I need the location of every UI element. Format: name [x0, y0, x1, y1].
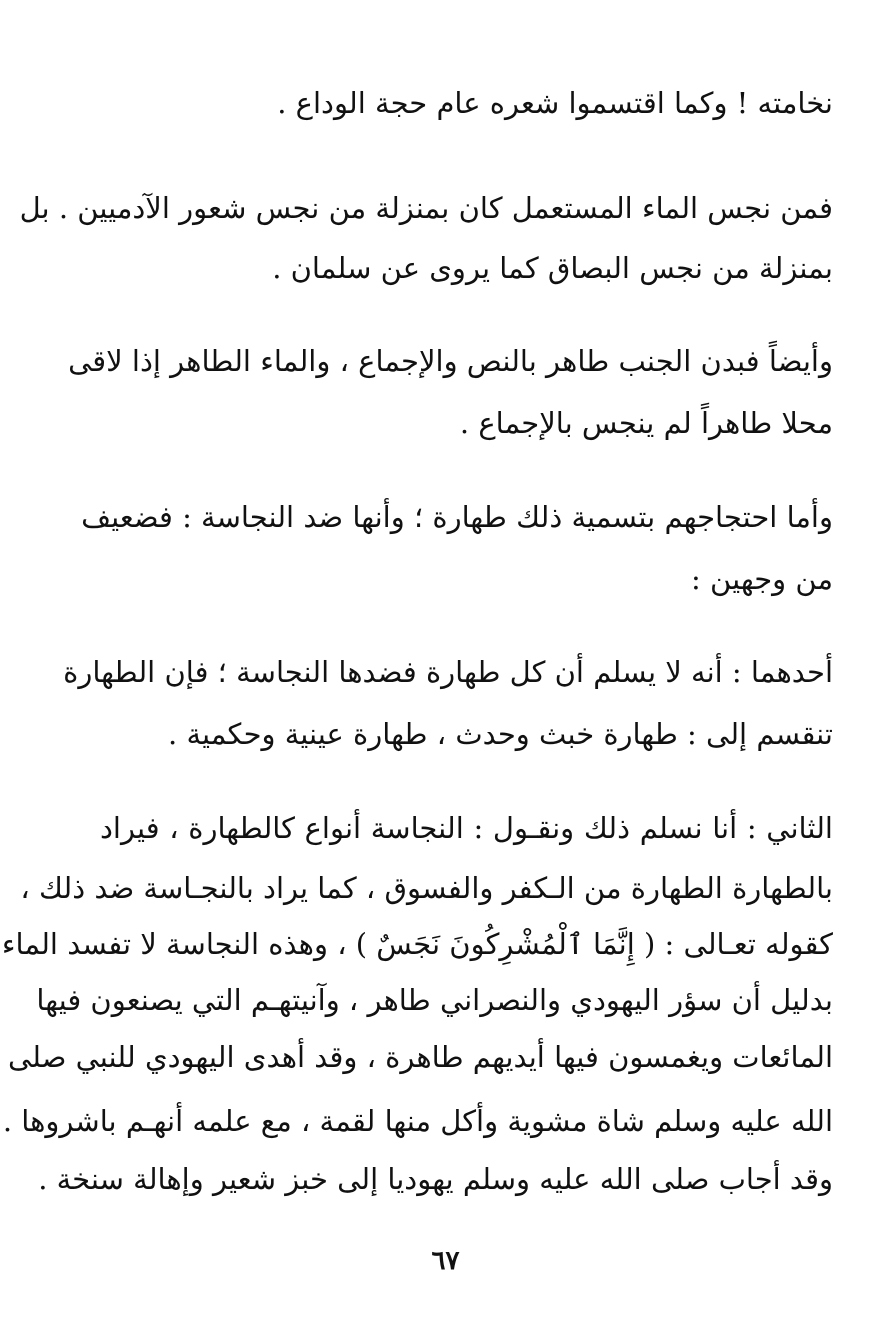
- text-line: محلا طاهراً لم ينجس بالإجماع .: [459, 406, 833, 440]
- text-line: من وجهين :: [691, 562, 833, 596]
- text-line: بمنزلة من نجس البصاق كما يروى عن سلمان .: [272, 251, 833, 285]
- text-line: بالطهارة الطهارة من الـكفر والفسوق ، كما يراد بالنجـاسة ضد ذلك ،: [20, 871, 833, 905]
- text-line: وأيضاً فبدن الجنب طاهر بالنص والإجماع ، والماء الطاهر إذا لاقى: [68, 344, 833, 378]
- text-line: تنقسم إلى : طهارة خبث وحدث ، طهارة عينية وحكمية .: [168, 717, 833, 751]
- page-number: ٦٧: [431, 1246, 460, 1276]
- text-line: المائعات ويغمسون فيها أيديهم طاهرة ، وقد أهدى اليهودي للنبي صلى: [8, 1040, 833, 1074]
- text-line: بدليل أن سؤر اليهودي والنصراني طاهر ، وآنيتهـم التي يصنعون فيها: [36, 983, 833, 1017]
- text-line: الثاني : أنا نسلم ذلك ونقـول : النجاسة أنواع كالطهارة ، فيراد: [100, 811, 833, 845]
- text-line: وأما احتجاجهم بتسمية ذلك طهارة ؛ وأنها ضد النجاسة : فضعيف: [81, 500, 833, 534]
- quran-verse-line: كقوله تعـالى : ( إِنَّمَا ٱلْمُشْرِكُونَ نَجَسٌ ) ، وهذه النجاسة لا تفسد الماء: [1, 927, 833, 961]
- text-line: الله عليه وسلم شاة مشوية وأكل منها لقمة ، مع علمه أنهـم باشروها .: [2, 1104, 833, 1138]
- text-line: أحدهما : أنه لا يسلم أن كل طهارة فضدها النجاسة ؛ فإن الطهارة: [63, 655, 833, 689]
- text-line: نخامته ! وكما اقتسموا شعره عام حجة الوداع .: [277, 86, 833, 120]
- text-line: فمن نجس الماء المستعمل كان بمنزلة من نجس شعور الآدميين . بل: [19, 191, 833, 225]
- text-line: وقد أجاب صلى الله عليه وسلم يهوديا إلى خبز شعير وإهالة سنخة .: [38, 1162, 833, 1196]
